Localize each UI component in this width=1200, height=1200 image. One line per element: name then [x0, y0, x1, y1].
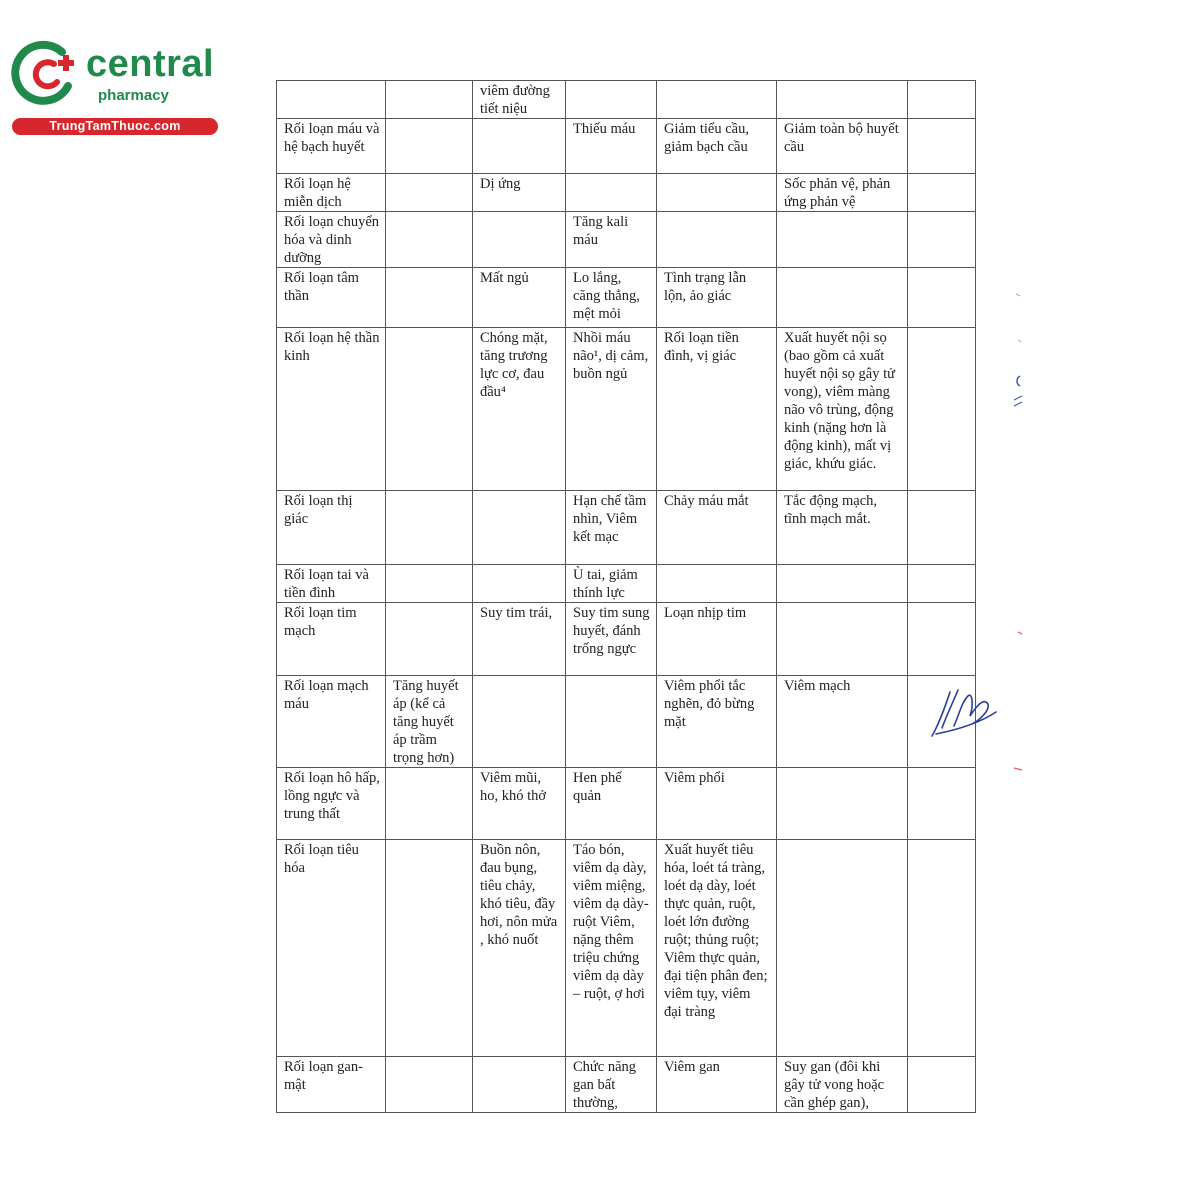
side-effects-table: [276, 80, 976, 1113]
table-cell: [908, 603, 976, 676]
table-cell: Suy tim sung huyết, đánh trống ngực: [566, 603, 657, 676]
table-cell: Tăng kali máu: [566, 212, 657, 268]
table-cell: [908, 1057, 976, 1113]
table-cell: Suy tim trái,: [473, 603, 566, 676]
organ-system-cell: Rối loạn gan-mật: [277, 1057, 386, 1113]
table-cell: Hen phế quản: [566, 768, 657, 840]
table-cell: [386, 174, 473, 212]
table-cell: viêm đường tiết niệu: [473, 81, 566, 119]
table-cell: Lo lắng, căng thẳng, mệt mỏi: [566, 268, 657, 328]
table-cell: [386, 268, 473, 328]
table-cell: [386, 212, 473, 268]
table-cell: Chóng mặt, tăng trương lực cơ, đau đầu⁴: [473, 328, 566, 491]
table-cell: [657, 174, 777, 212]
table-cell: Mất ngủ: [473, 268, 566, 328]
organ-system-cell: Rối loạn hô hấp, lồng ngực và trung thất: [277, 768, 386, 840]
table-cell: [908, 328, 976, 491]
table-cell: Dị ứng: [473, 174, 566, 212]
table-row: [277, 119, 976, 174]
table-row: [277, 1057, 976, 1113]
table-cell: Giảm tiểu cầu, giảm bạch cầu: [657, 119, 777, 174]
table-cell: Viêm mạch: [777, 676, 908, 768]
table-cell: Chức năng gan bất thường,: [566, 1057, 657, 1113]
table-row: [277, 328, 976, 491]
table-cell: [386, 491, 473, 565]
table-row: [277, 268, 976, 328]
table-cell: Viêm gan: [657, 1057, 777, 1113]
organ-system-cell: Rối loạn máu và hệ bạch huyết: [277, 119, 386, 174]
table-cell: [386, 840, 473, 1057]
table-cell: [777, 768, 908, 840]
table-cell: Táo bón, viêm dạ dày, viêm miệng, viêm dạ dày-ruột Viêm, nặng thêm triệu chứng viêm dạ dày – ruột, ợ hơi: [566, 840, 657, 1057]
table-cell: Viêm phổi tắc nghẽn, đỏ bừng mặt: [657, 676, 777, 768]
table-cell: Sốc phản vệ, phản ứng phản vệ: [777, 174, 908, 212]
brand-logo: [10, 38, 220, 138]
table-cell: [473, 491, 566, 565]
table-row: [277, 676, 976, 768]
table-cell: Tăng huyết áp (kể cả tăng huyết áp trầm trọng hơn): [386, 676, 473, 768]
table-cell: [657, 212, 777, 268]
table-cell: Xuất huyết tiêu hóa, loét tá tràng, loét dạ dày, loét thực quản, ruột, loét lớn đường ruột; thủng ruột; Viêm thực quản, đại tiện phân đen; viêm tụy, viêm đại tràng: [657, 840, 777, 1057]
table-row: [277, 212, 976, 268]
table-cell: Viêm mũi, ho, khó thở: [473, 768, 566, 840]
organ-system-cell: Rối loạn tâm thần: [277, 268, 386, 328]
organ-system-cell: Rối loạn chuyển hóa và dinh dưỡng: [277, 212, 386, 268]
table-cell: [908, 212, 976, 268]
table-cell: [386, 1057, 473, 1113]
table-cell: [777, 81, 908, 119]
table-cell: Xuất huyết nội sọ (bao gồm cả xuất huyết nội sọ gây tử vong), viêm màng não vô trùng, động kinh (nặng hơn là động kinh), mất vị giác, khứu giác.: [777, 328, 908, 491]
table-cell: [908, 174, 976, 212]
table-cell: Suy gan (đôi khi gây tử vong hoặc cần ghép gan),: [777, 1057, 908, 1113]
table-cell: Nhồi máu não¹, dị cảm, buồn ngủ: [566, 328, 657, 491]
table-row: [277, 491, 976, 565]
table-row: [277, 768, 976, 840]
table-cell: Tình trạng lẫn lộn, ảo giác: [657, 268, 777, 328]
table-cell: [908, 268, 976, 328]
table-row: [277, 174, 976, 212]
table-cell: [473, 212, 566, 268]
table-cell: [777, 603, 908, 676]
table-cell: Viêm phổi: [657, 768, 777, 840]
table-row: [277, 81, 976, 119]
handwritten-signature: [928, 682, 1000, 740]
brand-name: central: [86, 43, 215, 85]
table-cell: [908, 491, 976, 565]
organ-system-cell: Rối loạn hệ thần kinh: [277, 328, 386, 491]
organ-system-cell: Rối loạn mạch máu: [277, 676, 386, 768]
table-cell: Giảm toàn bộ huyết cầu: [777, 119, 908, 174]
table-cell: [566, 174, 657, 212]
table-cell: [777, 565, 908, 603]
table-row: [277, 565, 976, 603]
table-row: [277, 603, 976, 676]
margin-marks: [1008, 280, 1028, 780]
table-cell: Rối loạn tiền đình, vị giác: [657, 328, 777, 491]
table-cell: [386, 119, 473, 174]
table-cell: [473, 1057, 566, 1113]
organ-system-cell: Rối loạn hệ miễn dịch: [277, 174, 386, 212]
table-cell: [908, 119, 976, 174]
table-cell: [473, 119, 566, 174]
brand-url: TrungTamThuoc.com: [12, 118, 218, 135]
organ-system-cell: Rối loạn thị giác: [277, 491, 386, 565]
brand-sub: pharmacy: [98, 87, 169, 104]
table-cell: [386, 768, 473, 840]
table-cell: Loạn nhịp tim: [657, 603, 777, 676]
table-cell: [386, 565, 473, 603]
table-cell: Hạn chế tầm nhìn, Viêm kết mạc: [566, 491, 657, 565]
organ-system-cell: Rối loạn tiêu hóa: [277, 840, 386, 1057]
table-cell: [777, 840, 908, 1057]
table-cell: [657, 565, 777, 603]
table-cell: [657, 81, 777, 119]
table-cell: Buồn nôn, đau bụng, tiêu chảy, khó tiêu, đầy hơi, nôn mửa , khó nuốt: [473, 840, 566, 1057]
table-cell: [777, 212, 908, 268]
organ-system-cell: [277, 81, 386, 119]
organ-system-cell: Rối loạn tim mạch: [277, 603, 386, 676]
table-cell: [386, 603, 473, 676]
table-cell: [566, 81, 657, 119]
table-cell: [777, 268, 908, 328]
table-cell: [473, 676, 566, 768]
table-cell: Thiếu máu: [566, 119, 657, 174]
table-cell: [473, 565, 566, 603]
table-cell: [908, 565, 976, 603]
table-cell: Tắc động mạch, tĩnh mạch mắt.: [777, 491, 908, 565]
table-cell: [386, 328, 473, 491]
plus-cross-c-logo-icon: [10, 38, 80, 108]
table-cell: [386, 81, 473, 119]
table-cell: [908, 81, 976, 119]
organ-system-cell: Rối loạn tai và tiền đình: [277, 565, 386, 603]
table-cell: [908, 768, 976, 840]
table-cell: [566, 676, 657, 768]
table-row: [277, 840, 976, 1057]
table-cell: Chảy máu mắt: [657, 491, 777, 565]
table-cell: Ù tai, giảm thính lực: [566, 565, 657, 603]
table-cell: [908, 840, 976, 1057]
